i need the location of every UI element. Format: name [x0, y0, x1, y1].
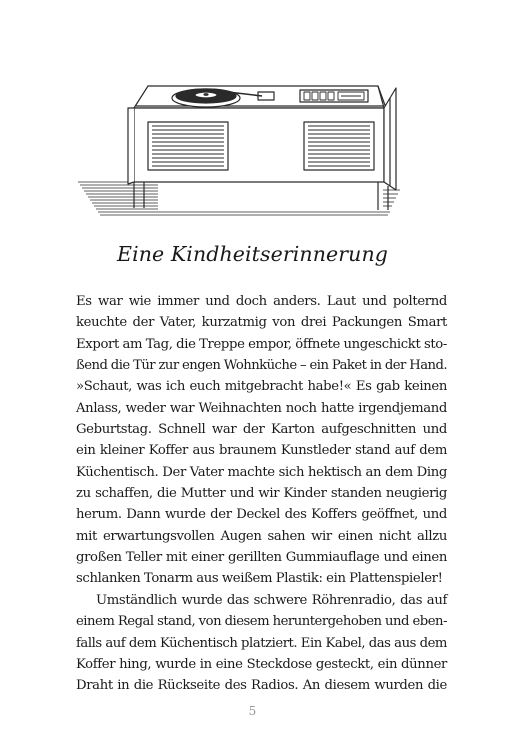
text-line: einem Regal stand, von diesem heruntergehoben und eben- [76, 614, 447, 630]
text-line: Anlass, weder war Weihnachten noch hatte irgendjemand [76, 400, 447, 416]
body-text [76, 291, 447, 697]
text-line: herum. Dann wurde der Deckel des Koffers geöffnet, und [76, 507, 447, 523]
text-line: »Schaut, was ich euch mitgebracht habe!« Es gab keinen [76, 379, 447, 395]
text-line: Umständlich wurde das schwere Röhrenradio, das auf [96, 592, 447, 608]
page-number: 5 [248, 704, 257, 718]
text-line: Export am Tag, die Treppe empor, öffnete ungeschickt sto- [76, 336, 448, 352]
text-line: Draht in die Rückseite des Radios. An diesem wurden die [76, 678, 447, 694]
text-line: schlanken Tonarm aus weißem Plastik: ein Plattenspieler! [76, 571, 443, 587]
record-player-radio-illustration [78, 78, 418, 223]
chapter-title: Eine Kindheitserinnerung [117, 242, 388, 266]
text-line: zu schaffen, die Mutter und wir Kinder standen neugierig [76, 486, 447, 502]
text-line: Küchentisch. Der Vater machte sich hektisch an dem Ding [76, 464, 447, 480]
text-line: ßend die Tür zur engen Wohnküche – ein Paket in der Hand. [76, 358, 447, 374]
text-line: falls auf dem Küchentisch platziert. Ein Kabel, das aus dem [76, 635, 447, 651]
record-player-radio-icon [78, 78, 418, 223]
text-line: ein kleiner Koffer aus braunem Kunstleder stand auf dem [76, 443, 447, 459]
text-line: Geburtstag. Schnell war der Karton aufgeschnitten und [76, 422, 447, 438]
text-line: Es war wie immer und doch anders. Laut und polternd [76, 294, 447, 309]
text-line: Koffer hing, wurde in eine Steckdose gesteckt, ein dünner [76, 656, 447, 672]
text-line: keuchte der Vater, kurzatmig von drei Packungen Smart [76, 315, 447, 331]
text-line: großen Teller mit einer gerillten Gummiauflage und einen [76, 550, 447, 566]
text-line: mit erwartungsvollen Augen sahen wir einen nicht allzu [76, 528, 447, 544]
